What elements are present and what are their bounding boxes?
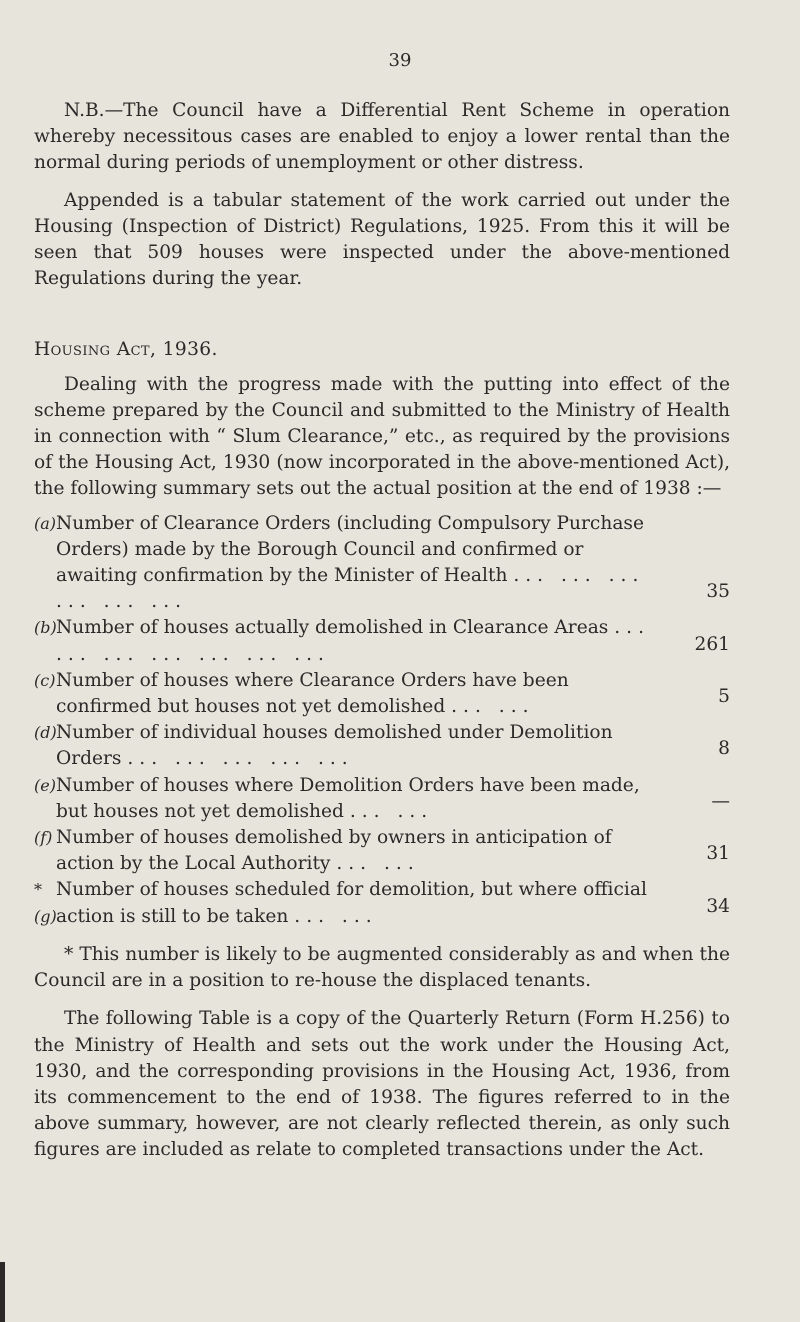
summary-list [34, 511, 730, 930]
item-text: Number of houses actually demolished in Clearance Areas [56, 617, 609, 639]
leader-dots: ... ... ... ... ... ... [56, 565, 645, 613]
item-value: — [711, 790, 730, 812]
leader-dots: ... ... [451, 696, 535, 718]
item-text: Number of Clearance Orders (including Compulsory Purchase Orders) made by the Borough Council and confirmed or awaiting confirmation by the Minister of Health [56, 512, 644, 587]
item-label: (d) [34, 723, 57, 743]
item-text: Number of houses demolished by owners in anticipation of action by the Local Authority [56, 827, 612, 875]
item-label: (f) [34, 828, 53, 848]
summary-item-f [34, 825, 730, 877]
summary-item-d [34, 720, 730, 772]
item-value: 261 [694, 633, 730, 655]
page-edge-mark [0, 1262, 5, 1322]
summary-item-c [34, 668, 730, 720]
item-label: (c) [34, 670, 56, 690]
section-intro-paragraph: Dealing with the progress made with the putting into effect of the scheme prepared by the Council and submitted to the Ministry of Health in connection with “ Slum Clearance,” etc., as required by the provisions of the Housing Act, 1930 (now incorporated in the above-mentioned Act), the following summary sets out the actual position at the end of 1938 :— [34, 373, 730, 500]
item-label: (a) [34, 513, 57, 533]
leader-dots: ... ... [336, 853, 420, 875]
item-text: Number of houses where Clearance Orders have been confirmed but houses not yet demolished [56, 669, 569, 718]
summary-item-g [34, 877, 730, 929]
page-number: 39 [388, 50, 412, 71]
appended-paragraph: Appended is a tabular statement of the work carried out under the Housing (Inspection of District) Regulations, 1925. From this it will be seen that 509 houses were inspected under the above-mentioned Regulations during the year. [34, 189, 730, 290]
nb-paragraph: N.B.—The Council have a Differential Rent Scheme in operation whereby necessitous cases are enabled to enjoy a lower rental than the normal during periods of unemployment or other distress. [34, 100, 730, 174]
item-value: 8 [718, 738, 730, 760]
item-value: 5 [718, 686, 730, 708]
summary-item-e [34, 773, 730, 825]
item-value: 34 [706, 895, 730, 917]
item-label: (e) [34, 775, 56, 795]
item-text: Number of houses scheduled for demolition, but where official action is still to be taken [56, 879, 647, 927]
item-text: Number of individual houses demolished under Demolition Orders [56, 722, 613, 770]
summary-item-b [34, 615, 730, 667]
leader-dots: ... ... ... ... ... ... ... [56, 617, 650, 665]
leader-dots: ... ... ... ... ... [127, 748, 354, 770]
item-text: Number of houses where Demolition Orders have been made, but houses not yet demolished [56, 774, 640, 822]
leader-dots: ... ... [349, 800, 434, 822]
summary-item-a [34, 511, 730, 616]
closing-paragraph: The following Table is a copy of the Quarterly Return (Form H.256) to the Ministry of Health and sets out the work under the Housing Act, 1930, and the corresponding provisions in the Housing Act, 1936, from its commencement to the end of 1938. The figures referred to in the above summary, however, are not clearly reflected therein, as only such figures are included as relate to completed transactions under the Act. [34, 1008, 730, 1161]
leader-dots: ... ... [294, 905, 378, 927]
item-value: 31 [706, 843, 730, 865]
item-value: 35 [706, 581, 730, 603]
item-label: (b) [34, 618, 57, 638]
item-label: *(g) [34, 880, 57, 926]
section-heading: Housing Act, 1936. [34, 339, 218, 361]
footnote: * This number is likely to be augmented considerably as and when the Council are in a position to re-house the displaced tenants. [34, 943, 730, 992]
